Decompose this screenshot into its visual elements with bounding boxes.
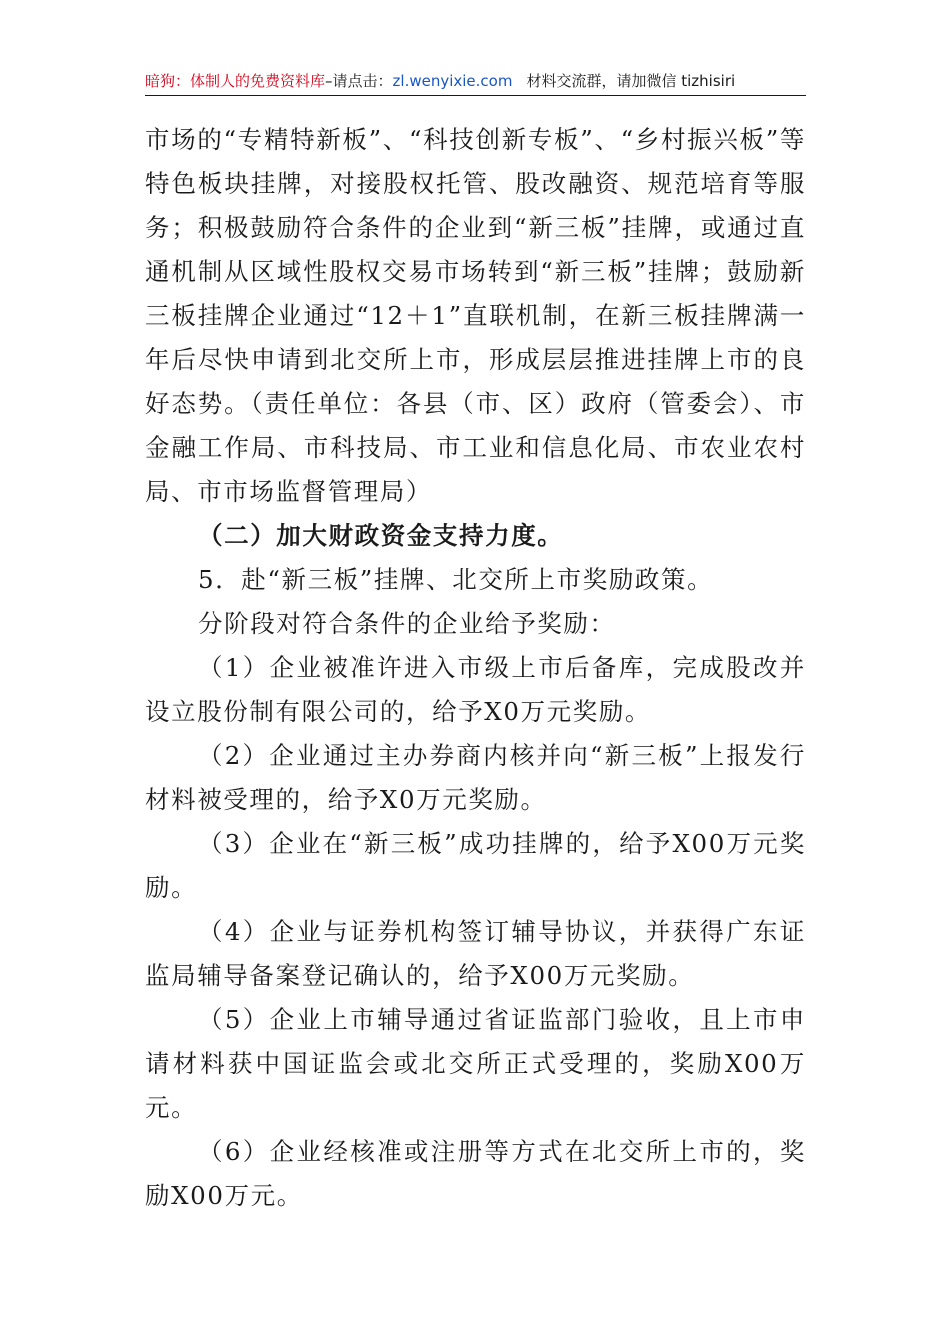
header-click-prompt: –请点击： (325, 72, 393, 90)
page-header (145, 66, 805, 96)
header-divider (145, 95, 806, 96)
reward-item-2: （2）企业通过主办券商内核并向“新三板”上报发行材料被受理的，给予X0万元奖励。 (145, 741, 806, 814)
policy-intro: 分阶段对符合条件的企业给予奖励： (198, 609, 616, 638)
header-wechat-text: 材料交流群，请加微信 tizhisiri (526, 72, 736, 90)
policy-title: 5．赴“新三板”挂牌、北交所上市奖励政策。 (198, 565, 714, 594)
document-body (145, 118, 806, 1218)
reward-item-4: （4）企业与证券机构签订辅导协议，并获得广东证监局辅导备案登记确认的，给予X00万元奖励。 (145, 917, 806, 990)
reward-item-3: （3）企业在“新三板”成功挂牌的，给予X00万元奖励。 (145, 829, 806, 902)
header-site-name: 暗狗：体制人的免费资料库 (145, 72, 326, 90)
reward-item-6: （6）企业经核准或注册等方式在北交所上市的，奖励X00万元。 (145, 1137, 806, 1210)
reward-item-5: （5）企业上市辅导通过省证监部门验收，且上市申请材料获中国证监会或北交所正式受理的，奖励X00万元。 (145, 1005, 806, 1122)
reward-item-1: （1）企业被准许进入市级上市后备库，完成股改并设立股份制有限公司的，给予X0万元奖励。 (145, 653, 806, 726)
section-heading: （二）加大财政资金支持力度。 (198, 521, 564, 550)
paragraph-continuation: 市场的“专精特新板”、“科技创新专板”、“乡村振兴板”等特色板块挂牌，对接股权托管、股改融资、规范培育等服务；积极鼓励符合条件的企业到“新三板”挂牌，或通过直通机制从区域性股权交易市场转到“新三板”挂牌；鼓励新三板挂牌企业通过“12＋1”直联机制，在新三板挂牌满一年后尽快申请到北交所上市，形成层层推进挂牌上市的良好态势。（责任单位：各县（市、区）政府（管委会）、市金融工作局、市科技局、市工业和信息化局、市农业农村局、市市场监督管理局） (145, 125, 806, 506)
header-url-link[interactable]: zl.wenyixie.com (392, 72, 513, 90)
